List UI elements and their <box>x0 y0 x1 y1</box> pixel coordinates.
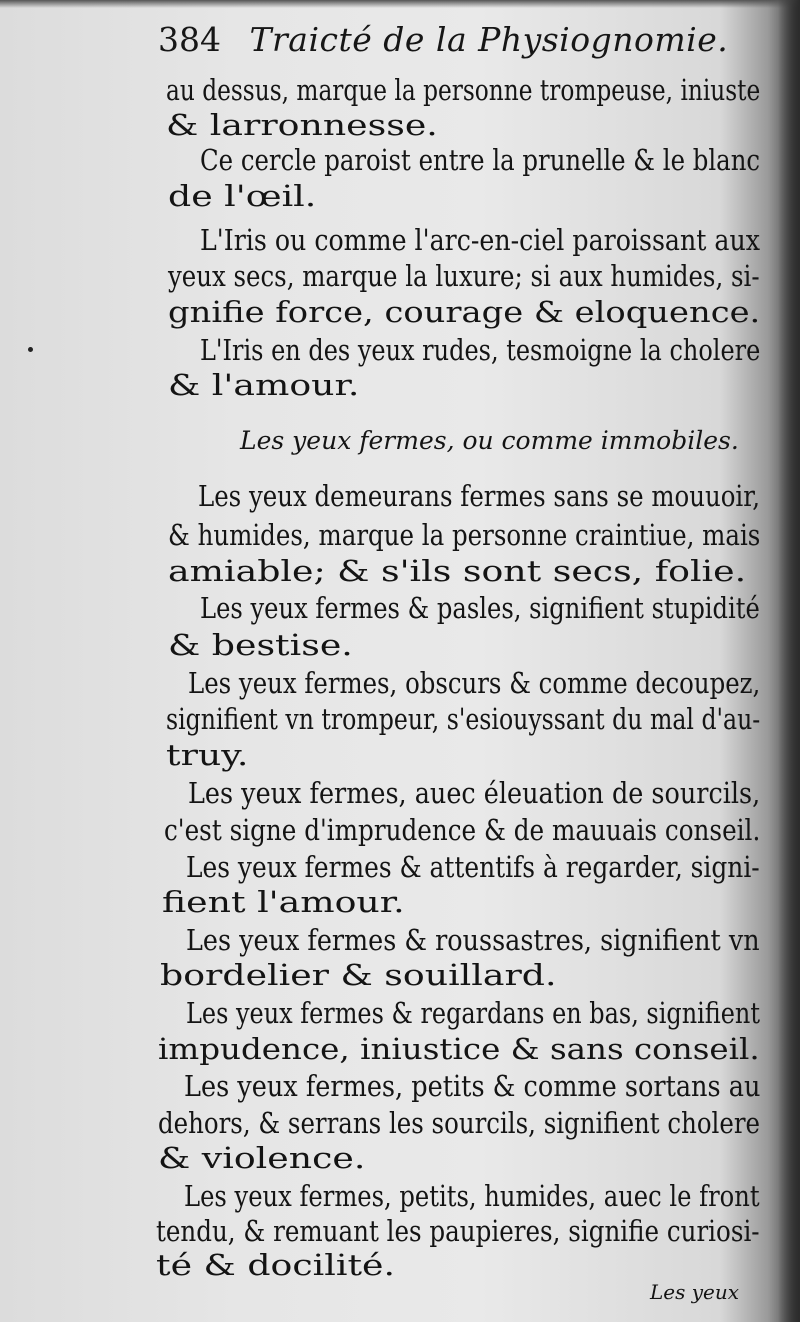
text-line: signifient vn trompeur, s'esiouyssant du mal d'au- <box>166 702 761 736</box>
text-line: Ce cercle paroist entre la prunelle & le blanc <box>200 143 761 177</box>
text-line: fient l'amour. <box>162 885 405 919</box>
text-line: Les yeux fermes & roussastres, signifient vn <box>186 923 760 957</box>
text-line: yeux secs, marque la luxure; si aux humides, si- <box>168 259 760 293</box>
text-line: L'Iris ou comme l'arc-en-ciel paroissant aux <box>200 223 760 257</box>
text-line: bordelier & souillard. <box>160 958 557 992</box>
text-line: Les yeux demeurans fermes sans se mouuoir, <box>198 479 760 513</box>
text-line: amiable; & s'ils sont secs, folie. <box>168 554 747 588</box>
text-line: impudence, iniustice & sans conseil. <box>158 1032 760 1066</box>
text-line: & larronnesse. <box>166 108 438 142</box>
text-line: & violence. <box>158 1141 366 1175</box>
text-line: truy. <box>166 738 249 772</box>
text-line: Les yeux fermes & regardans en bas, signifient <box>186 996 760 1030</box>
text-line: Les yeux fermes, auec éleuation de sourcils, <box>188 776 761 810</box>
text-line: Les yeux fermes & pasles, signifient stupidité <box>200 591 760 625</box>
ink-speck <box>28 347 33 352</box>
text-line: dehors, & serrans les sourcils, signifient cholere <box>158 1106 761 1140</box>
text-line: de l'œil. <box>168 179 317 213</box>
text-line: Les yeux fermes & attentifs à regarder, signi- <box>186 850 760 884</box>
text-line: L'Iris en des yeux rudes, tesmoigne la cholere <box>200 333 761 367</box>
text-line: tendu, & remuant les paupieres, signifie curiosi- <box>156 1214 760 1248</box>
text-line: Les yeux fermes, obscurs & comme decoupez, <box>188 666 761 700</box>
text-line: Les yeux fermes, petits, humides, auec le front <box>184 1179 760 1213</box>
text-line: c'est signe d'imprudence & de mauuais conseil. <box>164 813 761 847</box>
running-head <box>158 20 758 68</box>
running-title: Traicté de la Physiognomie. <box>249 20 729 59</box>
text-line: té & docilité. <box>156 1248 396 1282</box>
text-line: & l'amour. <box>168 368 360 402</box>
text-line: & humides, marque la personne craintiue, mais <box>168 518 761 552</box>
catchword: Les yeux <box>650 1280 740 1304</box>
text-line: & bestise. <box>168 628 353 662</box>
text-line: au dessus, marque la personne trompeuse, iniuste <box>166 73 761 107</box>
section-heading: Les yeux fermes, ou comme immobiles. <box>240 426 739 455</box>
text-line: Les yeux fermes, petits & comme sortans au <box>184 1069 761 1103</box>
page-number: 384 <box>158 20 221 59</box>
page-top-shadow <box>0 0 800 8</box>
page-gutter-shadow <box>778 0 800 1322</box>
text-line: gnifie force, courage & eloquence. <box>168 295 761 329</box>
